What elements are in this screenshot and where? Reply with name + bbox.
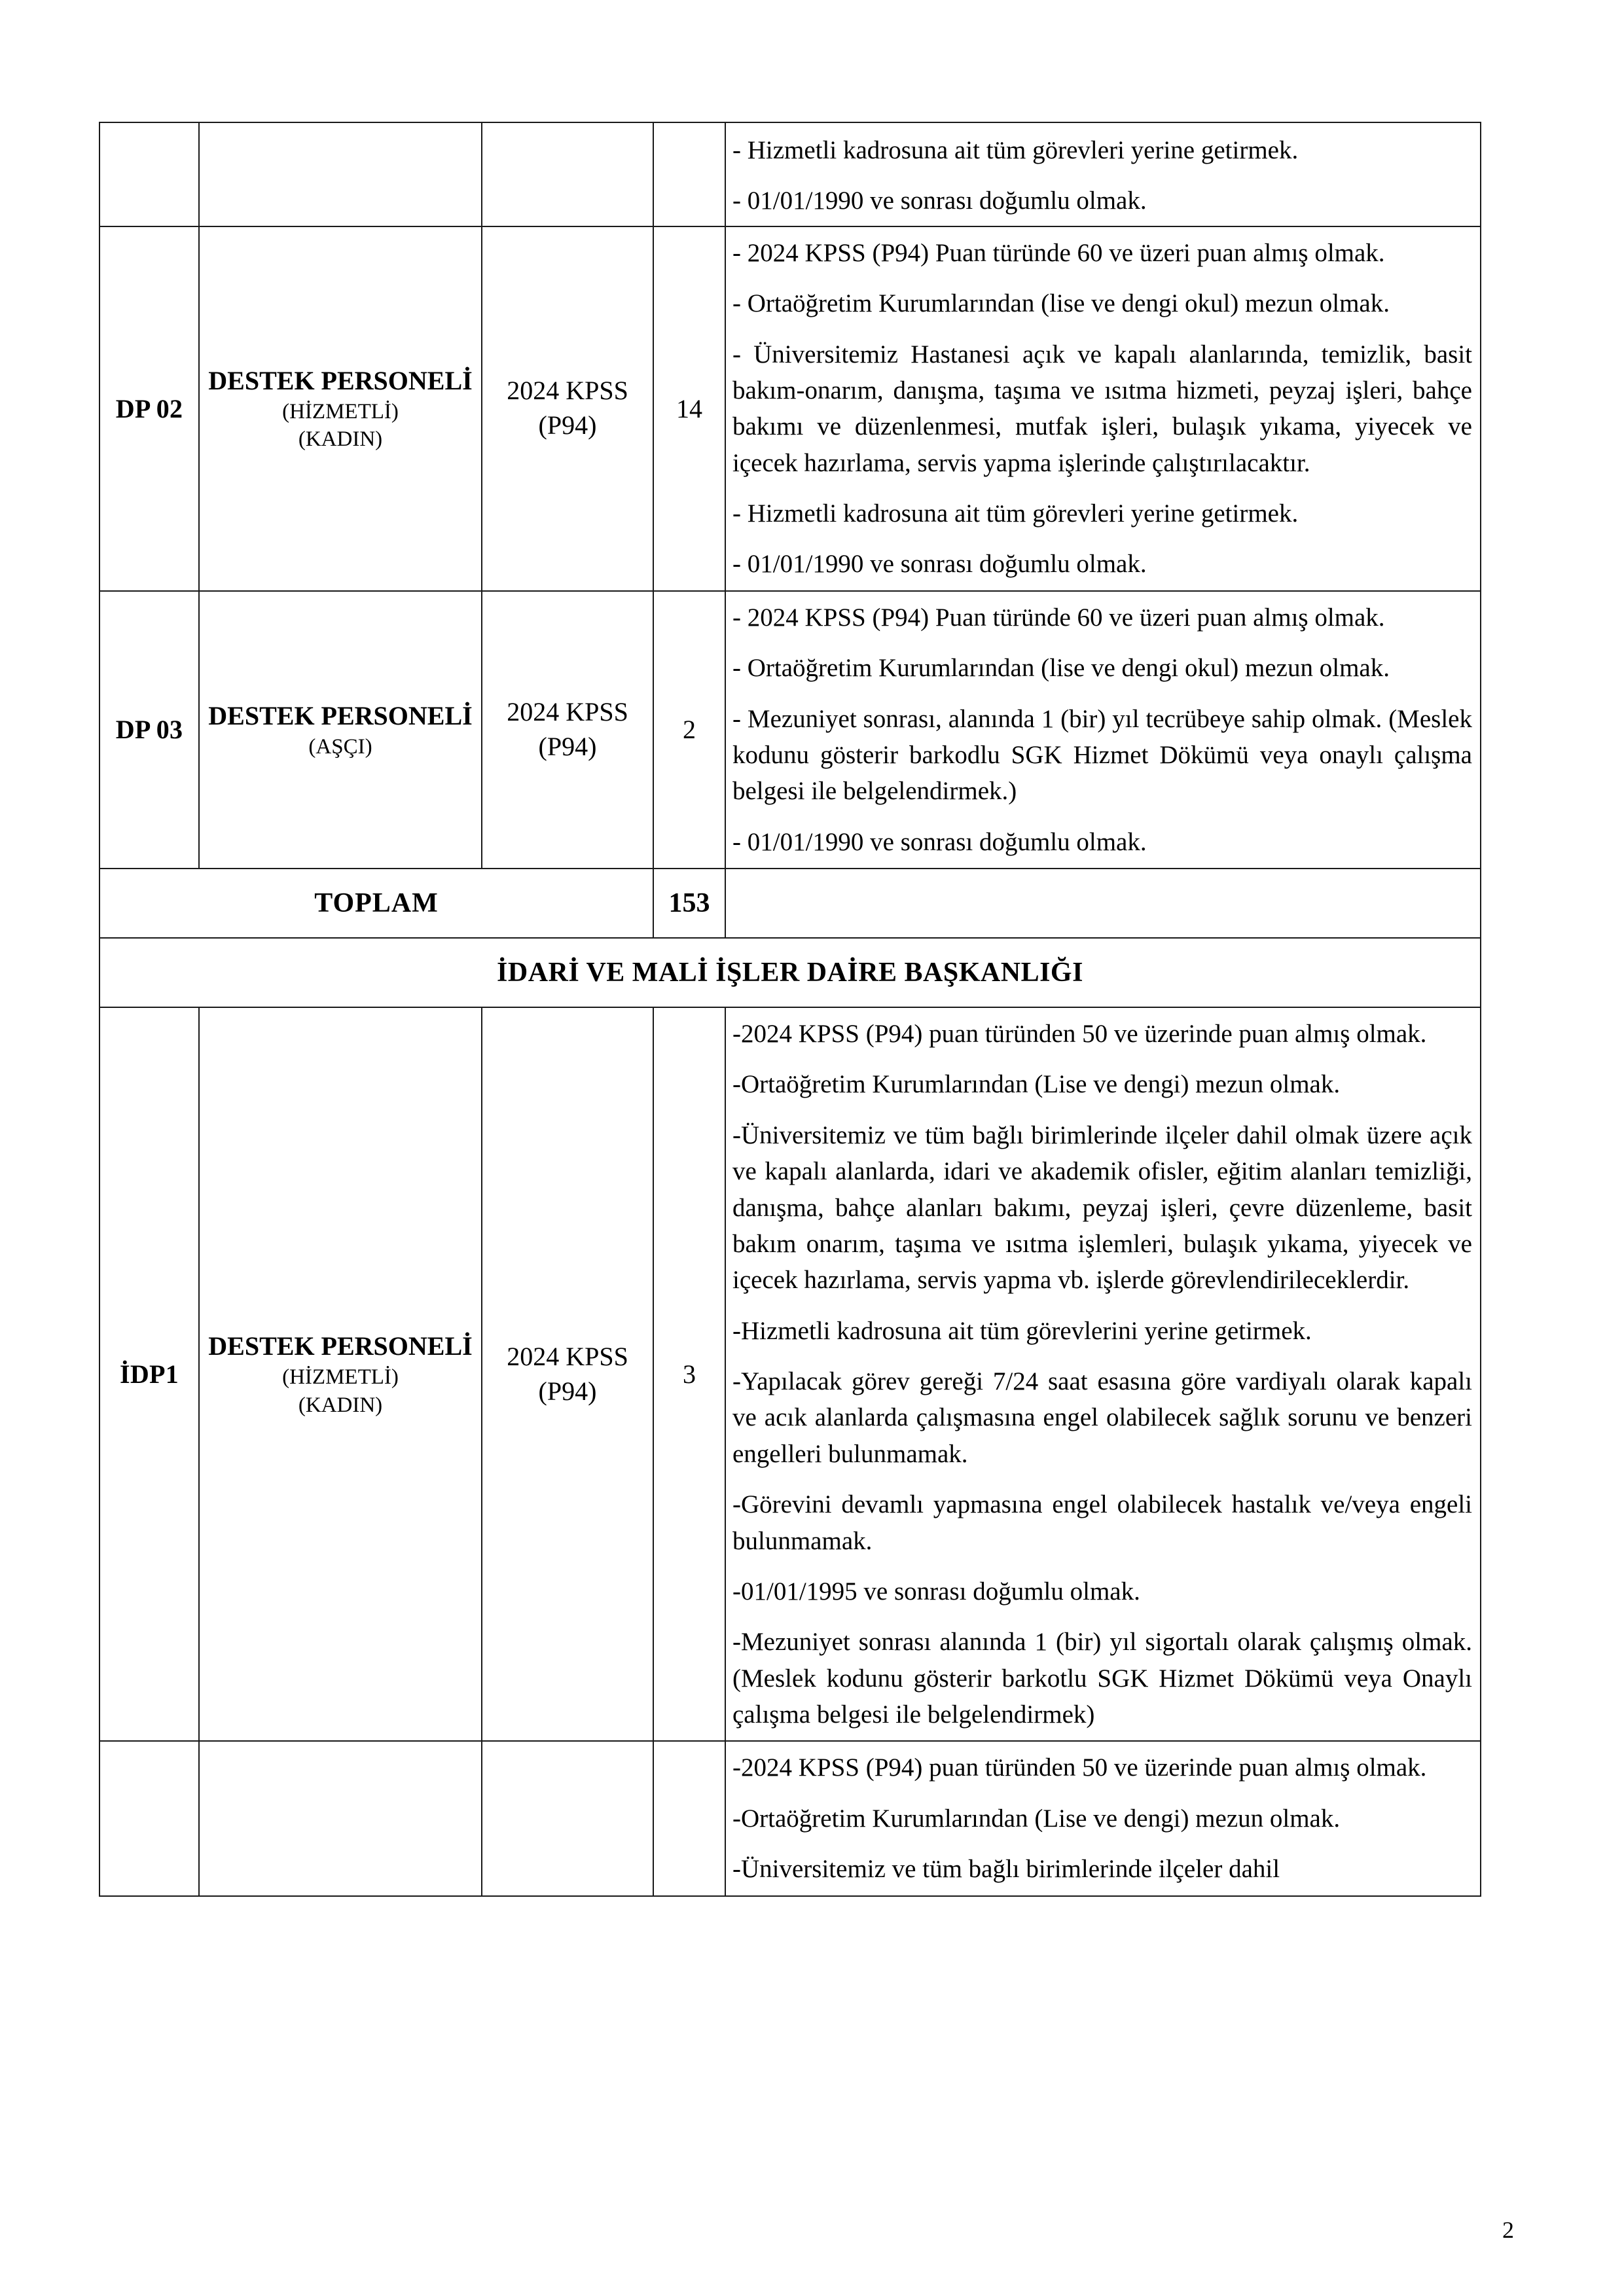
qualification-item: - Hizmetli kadrosuna ait tüm görevleri yerine getirmek.	[732, 499, 1299, 528]
page-number: 2	[1502, 2217, 1514, 2243]
row-score-type	[482, 122, 653, 226]
qualification-item: -Üniversitemiz ve tüm bağlı birimlerinde ilçeler dahil olmak üzere açık ve kapalı alanlarda, idari ve akademik ofisler, eğitim alanları temizliği, danışma, bahçe alanları bakımı, peyzaj işleri, çevre düzenleme, basit bakım onarım, taşıma ve ısıtma işlemleri, bulaşık yıkama, yiyecek ve içecek hazırlama, servis yapma vb. işlerde görevlendirileceklerdir.	[732, 1121, 1472, 1295]
row-title-main: DESTEK PERSONELİ	[208, 1331, 473, 1361]
qualification-item: - Hizmetli kadrosuna ait tüm görevleri yerine getirmek.	[732, 136, 1299, 164]
row-title-sub1: (HİZMETLİ)	[282, 1365, 399, 1390]
row-title	[199, 226, 482, 591]
row-qualifications	[725, 1741, 1481, 1895]
row-code: İDP1	[99, 1007, 199, 1741]
total-label: TOPLAM	[99, 869, 653, 938]
qualification-item: - Mezuniyet sonrası, alanında 1 (bir) yıl tecrübeye sahip olmak. (Meslek kodunu gösterir barkodlu SGK Hizmet Dökümü veya onaylı çalışma belgesi ile belgelendirmek.)	[732, 704, 1472, 806]
row-count	[653, 1741, 725, 1895]
row-qualifications	[725, 226, 1481, 591]
qualification-item: - Ortaöğretim Kurumlarından (lise ve dengi okul) mezun olmak.	[732, 654, 1390, 683]
total-count: 153	[653, 869, 725, 938]
row-title-main: DESTEK PERSONELİ	[208, 700, 473, 730]
qualification-item: -2024 KPSS (P94) puan türünden 50 ve üzerinde puan almış olmak.	[732, 1020, 1427, 1048]
row-title	[199, 1741, 482, 1895]
row-qualifications	[725, 122, 1481, 226]
total-row	[99, 869, 1481, 938]
row-count: 2	[653, 591, 725, 869]
row-title-main: DESTEK PERSONELİ	[208, 366, 473, 396]
table-row	[99, 1007, 1481, 1741]
row-qualifications	[725, 591, 1481, 869]
row-title	[199, 1007, 482, 1741]
row-title-sub2: (KADIN)	[298, 427, 383, 452]
row-code: DP 02	[99, 226, 199, 591]
section-header-row	[99, 938, 1481, 1007]
qualification-item: -Üniversitemiz ve tüm bağlı birimlerinde ilçeler dahil	[732, 1855, 1280, 1884]
qualification-item: - 2024 KPSS (P94) Puan türünde 60 ve üzeri puan almış olmak.	[732, 238, 1385, 267]
qualification-item: -Görevini devamlı yapmasına engel olabilecek hastalık ve/veya engeli bulunmamak.	[732, 1490, 1472, 1555]
row-score-type	[482, 1741, 653, 1895]
qualification-item: - 2024 KPSS (P94) Puan türünde 60 ve üzeri puan almış olmak.	[732, 603, 1385, 632]
qualification-item: - 01/01/1990 ve sonrası doğumlu olmak.	[732, 550, 1147, 579]
qualification-item: -Mezuniyet sonrası alanında 1 (bir) yıl sigortalı olarak çalışmış olmak. (Meslek kodunu gösterir barkotlu SGK Hizmet Dökümü veya Onaylı çalışma belgesi ile belgelendirmek)	[732, 1628, 1472, 1729]
qualification-item: -2024 KPSS (P94) puan türünden 50 ve üzerinde puan almış olmak.	[732, 1753, 1427, 1782]
row-title-sub1: (AŞÇI)	[308, 734, 372, 759]
row-score-type: 2024 KPSS (P94)	[482, 226, 653, 591]
total-empty-cell	[725, 869, 1481, 938]
positions-table	[99, 122, 1481, 1897]
qualification-item: - 01/01/1990 ve sonrası doğumlu olmak.	[732, 827, 1147, 856]
row-count	[653, 122, 725, 226]
qualification-item: -01/01/1995 ve sonrası doğumlu olmak.	[732, 1577, 1140, 1605]
section-header-title: İDARİ VE MALİ İŞLER DAİRE BAŞKANLIĞI	[99, 938, 1481, 1007]
row-score-type: 2024 KPSS (P94)	[482, 591, 653, 869]
row-code	[99, 122, 199, 226]
table-row	[99, 122, 1481, 226]
qualification-item: -Hizmetli kadrosuna ait tüm görevlerini yerine getirmek.	[732, 1316, 1312, 1345]
qualification-item: -Ortaöğretim Kurumlarından (Lise ve dengi) mezun olmak.	[732, 1070, 1341, 1099]
row-count: 3	[653, 1007, 725, 1741]
table-row	[99, 226, 1481, 591]
qualification-item: -Ortaöğretim Kurumlarından (Lise ve dengi) mezun olmak.	[732, 1804, 1341, 1833]
table-row	[99, 1741, 1481, 1895]
qualification-item: - 01/01/1990 ve sonrası doğumlu olmak.	[732, 187, 1147, 215]
qualification-item: -Yapılacak görev gereği 7/24 saat esasına göre vardiyalı olarak kapalı ve acık alanlarda çalışmasına engel olabilecek sağlık sorunu ve benzeri engelleri bulunmamak.	[732, 1367, 1472, 1468]
qualification-item: - Ortaöğretim Kurumlarından (lise ve dengi okul) mezun olmak.	[732, 289, 1390, 318]
row-code	[99, 1741, 199, 1895]
positions-table-container	[99, 122, 1480, 1897]
row-code: DP 03	[99, 591, 199, 869]
qualification-item: - Üniversitemiz Hastanesi açık ve kapalı alanlarında, temizlik, basit bakım-onarım, danışma, taşıma ve ısıtma hizmeti, peyzaj işleri, bahçe bakımı ve düzenlenmesi, mutfak işleri, bulaşık yıkama, yiyecek ve içecek hazırlama, servis yapma işlerinde çalıştırılacaktır.	[732, 340, 1472, 477]
row-title	[199, 591, 482, 869]
row-qualifications	[725, 1007, 1481, 1741]
row-score-type: 2024 KPSS (P94)	[482, 1007, 653, 1741]
row-title-sub1: (HİZMETLİ)	[282, 400, 399, 424]
row-title-sub2: (KADIN)	[298, 1393, 383, 1417]
table-row	[99, 591, 1481, 869]
row-title	[199, 122, 482, 226]
row-count: 14	[653, 226, 725, 591]
